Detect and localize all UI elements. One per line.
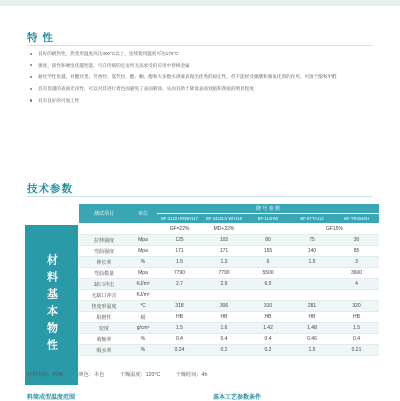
table-cell: 5500 [246,268,290,279]
header-grade: BF-TR2040H [334,214,379,224]
table-cell: 0.21 [334,345,379,356]
table-cell [157,290,202,301]
table-cell: 1.42 [246,323,290,334]
row-label: 弯曲模量 [79,268,129,279]
table-cell: 85 [334,246,379,257]
table-row [79,268,379,279]
row-label: 缺口冲击 [79,279,129,290]
table-cell: 1.3 [202,257,246,268]
table-cell: HB [290,312,334,323]
row-unit: g/cm³ [129,323,157,334]
row-unit: % [129,345,157,356]
spec-table [79,204,379,356]
table-cell: 2.7 [157,279,202,290]
table-cell: 0.4 [334,334,379,345]
specs-title: 技术参数 [27,183,73,195]
row-unit: % [129,257,157,268]
barrel-temp-title: 料筒成型温度范围 [27,395,76,401]
table-cell: HB [202,312,246,323]
table-row [79,312,379,323]
row-unit: Mpa [129,235,157,246]
table-row [79,323,379,334]
table-cell: 171 [202,246,246,257]
header-grade: BF-114HW [246,214,290,224]
table-cell: HB [246,312,290,323]
table-cell: 6.5 [246,279,290,290]
table-cell [290,290,334,301]
table-cell: 30 [334,235,379,246]
table-cell: 75 [290,235,334,246]
table-cell: 80 [246,235,290,246]
feature-item: 具有优越的表面光泽性，可以对其进行着色而避免了表面喷涂，从而有助于降低表面划痕和刮痕的明显程度 [30,86,380,91]
table-cell: 0.4 [202,334,246,345]
table-row [79,279,379,290]
table-cell [290,279,334,290]
table-cell: 318 [157,301,202,312]
table-cell: 1.5 [290,257,334,268]
table-row [79,224,379,235]
row-unit: °C [129,301,157,312]
table-row [79,301,379,312]
feature-item: 强度、韧性和硬度优越性能，可在传统的尼龙所无法承受的应用中替换金属 [30,63,380,68]
table-cell: 7790 [202,268,246,279]
table-cell: 1.6 [202,323,246,334]
row-label: 弯曲强度 [79,246,129,257]
table-cell: 306 [202,301,246,312]
table-cell: 1.5 [157,323,202,334]
table-cell: HB [334,312,379,323]
table-row [79,345,379,356]
row-unit: % [129,334,157,345]
dry-temperature: 干燥温度：120°C [119,372,161,378]
row-unit: KJ/m² [129,279,157,290]
material-info [27,371,221,378]
table-cell: MD+22% [202,224,246,235]
row-label: 无缺口冲击 [79,290,129,301]
table-cell: 1.5 [290,345,334,356]
table-cell: 0.24 [157,345,202,356]
table-cell: GF15% [290,224,379,235]
row-label: 密度 [79,323,129,334]
table-cell [290,268,334,279]
table-cell: GF=22% [157,224,202,235]
table-cell: 281 [290,301,334,312]
row-label: 收缩率 [79,334,129,345]
table-cell: 155 [246,246,290,257]
row-unit [129,224,157,235]
table-row [79,235,379,246]
table-cell: 102 [202,235,246,246]
table-cell: 7790 [157,268,202,279]
row-label: 拉伸强度 [79,235,129,246]
features-divider [27,45,373,46]
table-cell: 6 [246,257,290,268]
row-unit: KJ/m² [129,290,157,301]
table-cell: 171 [157,246,202,257]
table-cell: 1.48 [290,323,334,334]
process-params-title: 基本工艺参数条件 [213,395,262,401]
table-cell: 3 [334,257,379,268]
feature-item: 耐化学性优越，对酯烃类、芳香烃、氯代烃、酯、酮、醇和大多数水溶液表现出优秀的稳定性，但不能经受强酸和强氧化剂的作用，可溶于酚和甲醛 [30,74,380,79]
table-row [79,290,379,301]
side-label [25,225,78,385]
table-row [79,246,379,257]
table-cell: 2.9 [202,279,246,290]
header-grade: BF-5TTA112 [290,214,334,224]
material-name: 材料名称：PPA [27,372,63,378]
table-cell [334,290,379,301]
table-cell [246,224,290,235]
table-cell: 0.2 [246,345,290,356]
row-unit: Mpa [129,268,157,279]
features-list [30,51,380,110]
header-grade: BF-4422LS WH119 [202,214,246,224]
table-cell: 4 [334,279,379,290]
material-color: 颜色：本色 [78,372,105,378]
row-label: 吸水率 [79,345,129,356]
table-row [79,257,379,268]
table-cell: 1.5 [334,323,379,334]
row-unit: Mpa [129,246,157,257]
table-cell: 125 [157,235,202,246]
header-grade-group: 牌 号 参 数 [157,204,379,214]
header-grade: BF-4122 HRWH117 [157,214,202,224]
spec-table-area [25,204,379,385]
features-title: 特 性 [27,32,54,44]
table-cell [202,290,246,301]
spec-table-body [79,224,379,356]
top-strip [0,0,400,6]
table-cell: 310 [246,301,290,312]
table-cell [246,290,290,301]
table-cell: 140 [290,246,334,257]
side-label-text: 材料基本物性 [45,254,58,356]
table-cell: 3600 [334,268,379,279]
row-label [79,224,129,235]
table-cell: 0.4 [157,334,202,345]
table-cell: 320 [334,301,379,312]
table-cell: 0.4 [246,334,290,345]
feature-item: 良好的耐热性，热变形温度高达300°C以上，连续使用温度可达170°C [30,51,380,56]
specs-divider [27,196,373,197]
table-cell: 0.46 [290,334,334,345]
row-label: 伸长率 [79,257,129,268]
row-label: 阻燃性 [79,312,129,323]
table-cell: 0.2 [202,345,246,356]
row-unit: 级 [129,312,157,323]
header-test-item: 测试项目 [79,204,129,224]
table-row [79,334,379,345]
dry-time: 干燥时间：4h [175,372,208,378]
table-cell: 1.5 [157,257,202,268]
header-unit: 单位 [129,204,157,224]
table-cell: HB [157,312,202,323]
feature-item: 具有良好的可加工性 [30,98,380,103]
row-label: 热变形温度 [79,301,129,312]
